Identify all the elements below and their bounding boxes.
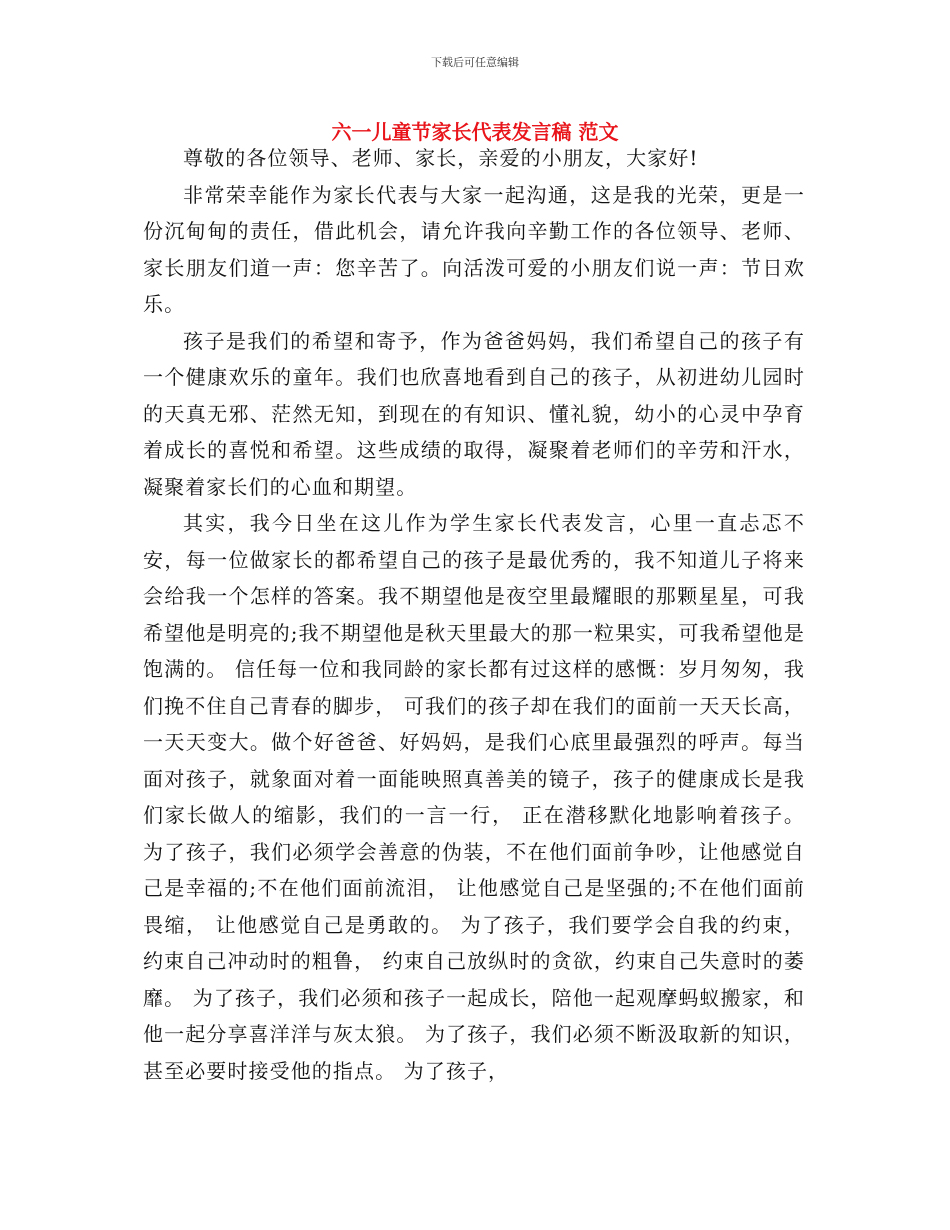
paragraph-honor: 非常荣幸能作为家长代表与大家一起沟通，这是我的光荣，更是一份沉甸甸的责任，借此机会，请允许我向辛勤工作的各位领导、老师、家长朋友们道一声：您辛苦了。向活泼可爱的小朋友们说一声：节日欢乐。 — [143, 182, 805, 316]
paragraph-children-hope: 孩子是我们的希望和寄予，作为爸爸妈妈，我们希望自己的孩子有一个健康欢乐的童年。我们也欣喜地看到自己的孩子，从初进幼儿园时的天真无邪、茫然无知，到现在的有知识、懂礼貌，幼小的心灵中孕育着成长的喜悦和希望。这些成绩的取得，凝聚着老师们的辛劳和汗水，凝聚着家长们的心血和期望。 — [143, 328, 805, 499]
document-title: 六一儿童节家长代表发言稿 范文 — [331, 120, 619, 144]
page-header-note: 下载后可任意编辑 — [431, 56, 519, 69]
document-body — [143, 140, 805, 1089]
paragraph-parent-reflection: 其实，我今日坐在这儿作为学生家长代表发言，心里一直忐忑不安，每一位做家长的都希望自己的孩子是最优秀的，我不知道儿子将来会给我一个怎样的答案。我不期望他是夜空里最耀眼的那颗星星，可我希望他是明亮的;我不期望他是秋天里最大的那一粒果实，可我希望他是饱满的。 信任每一位和我同龄的家长都有过这样的感慨：岁月匆匆，我们挽不住自己青春的脚步， 可我们的孩子却在我们的面前一天天长高，一天天变大。做个好爸爸、好妈妈，是我们心底里最强烈的呼声。每当面对孩子，就象面对着一面能映照真善美的镜子，孩子的健康成长是我们家长做人的缩影，我们的一言一行， 正在潜移默化地影响着孩子。 为了孩子，我们必须学会善意的伪装，不在他们面前争吵，让他感觉自己是幸福的;不在他们面前流泪， 让他感觉自己是坚强的;不在他们面前畏缩， 让他感觉自己是勇敢的。 为了孩子，我们要学会自我的约束，约束自己冲动时的粗鲁， 约束自己放纵时的贪欲，约束自己失意时的萎靡。 为了孩子，我们必须和孩子一起成长，陪他一起观摩蚂蚁搬家，和他一起分享喜洋洋与灰太狼。 为了孩子，我们必须不断汲取新的知识，甚至必要时接受他的指点。 为了孩子， — [143, 511, 805, 1083]
paragraph-greeting: 尊敬的各位领导、老师、家长，亲爱的小朋友，大家好! — [183, 146, 699, 170]
